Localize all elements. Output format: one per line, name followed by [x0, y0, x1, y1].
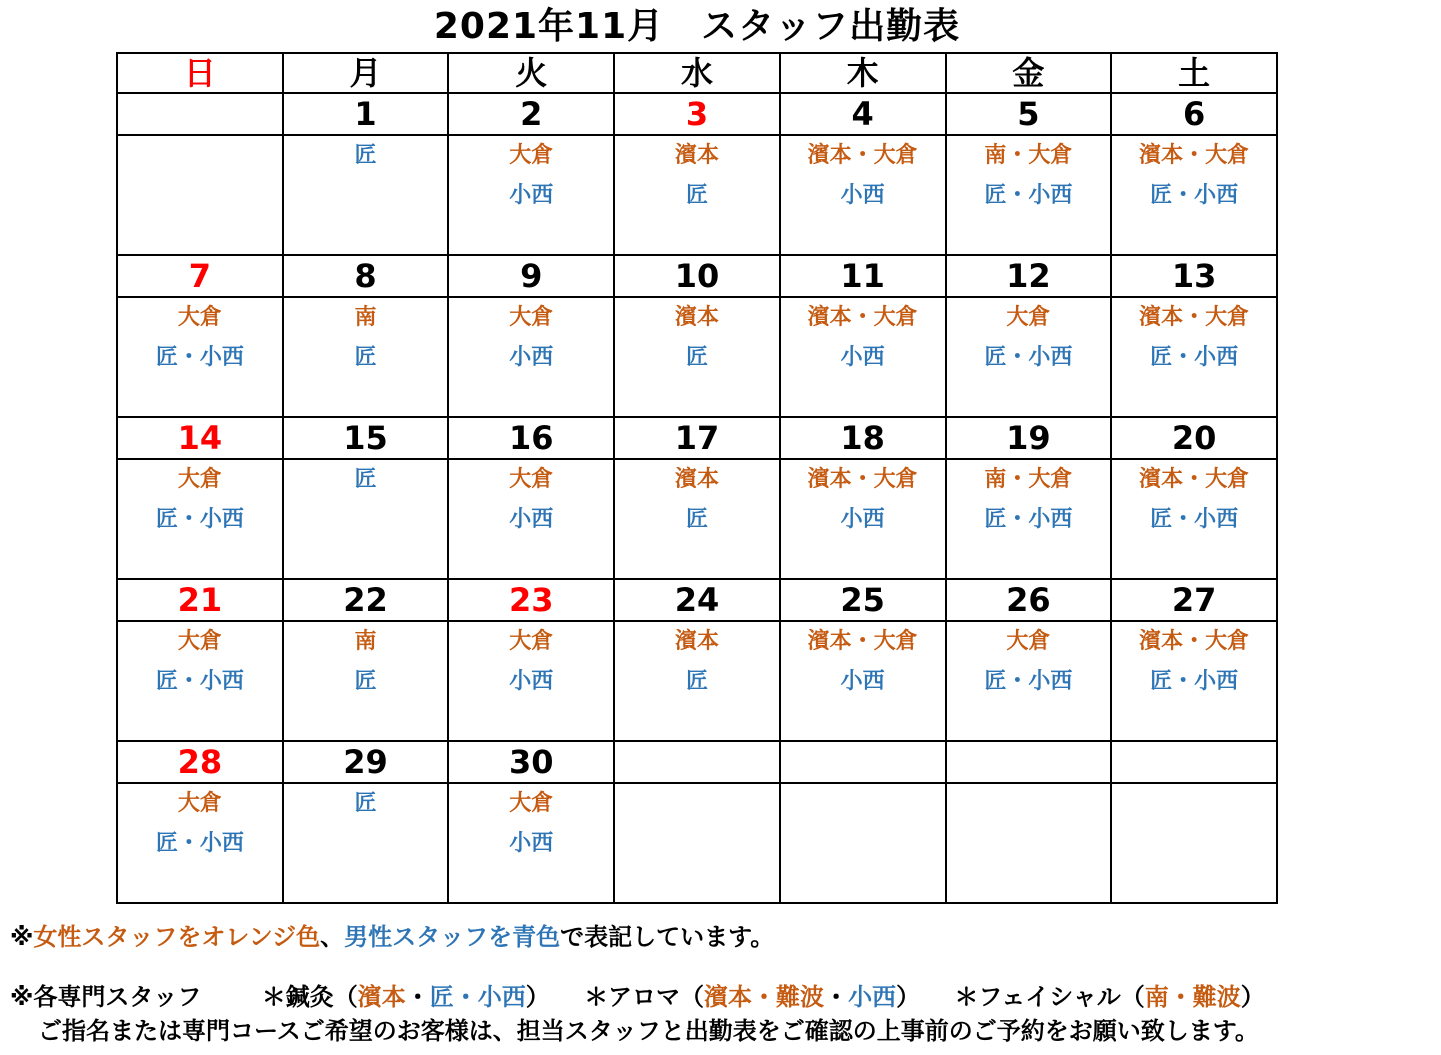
day-staff-cell: [946, 459, 1112, 579]
weekday-header: 土: [1111, 53, 1277, 93]
day-staff-cell: [1111, 621, 1277, 741]
legend-suffix: で表記しています。: [560, 923, 775, 951]
day-staff-cell: [780, 459, 946, 579]
day-staff-cell: [614, 459, 780, 579]
day-staff-cell: [780, 783, 946, 903]
day-staff-cell: [614, 297, 780, 417]
day-number: 28: [117, 741, 283, 783]
female-staff: 南・大倉: [984, 143, 1073, 168]
day-number: 12: [946, 255, 1112, 297]
day-staff-cell: [946, 297, 1112, 417]
male-staff: 匠: [685, 669, 708, 694]
aroma-dot: ・: [824, 983, 849, 1011]
female-staff: 大倉: [177, 791, 222, 816]
day-staff-cell: [283, 459, 449, 579]
day-number: 16: [448, 417, 614, 459]
day-staff-cell: [117, 459, 283, 579]
female-staff: 大倉: [509, 305, 554, 330]
weekday-header: 木: [780, 53, 946, 93]
legend-separator: 、: [320, 923, 345, 951]
day-staff-cell: [448, 621, 614, 741]
male-staff: 匠・小西: [155, 669, 244, 694]
staff-row: [117, 135, 1277, 255]
day-staff-cell: [448, 297, 614, 417]
day-number: 3: [614, 93, 780, 135]
male-legend: 男性スタッフを青色: [344, 923, 561, 951]
day-number: 5: [946, 93, 1112, 135]
female-staff: 濱本: [674, 143, 719, 168]
staff-row: [117, 621, 1277, 741]
day-staff-cell: [117, 783, 283, 903]
acupuncture-staff-female: 濱本: [357, 983, 406, 1011]
date-row: [117, 741, 1277, 783]
male-staff: 小西: [840, 507, 885, 532]
day-number: [117, 93, 283, 135]
day-staff-cell: [1111, 297, 1277, 417]
day-number: 2: [448, 93, 614, 135]
female-staff: 濱本: [674, 305, 719, 330]
female-staff: 大倉: [177, 467, 222, 492]
female-staff: 大倉: [509, 629, 554, 654]
male-staff: 匠・小西: [155, 831, 244, 856]
facial-staff-female: 南・難波: [1144, 983, 1241, 1011]
specialist-note: [10, 980, 1265, 1014]
male-staff: 小西: [509, 669, 554, 694]
male-staff: 匠・小西: [155, 507, 244, 532]
female-staff: 濱本・大倉: [1139, 467, 1250, 492]
male-staff: 匠・小西: [1150, 507, 1239, 532]
male-staff: 匠: [685, 507, 708, 532]
day-number: 30: [448, 741, 614, 783]
male-staff: 匠: [685, 345, 708, 370]
day-staff-cell: [448, 783, 614, 903]
facial-close: ）: [1240, 983, 1265, 1011]
day-staff-cell: [117, 297, 283, 417]
male-staff: 匠・小西: [984, 183, 1073, 208]
day-staff-cell: [1111, 783, 1277, 903]
day-number: 7: [117, 255, 283, 297]
date-row: [117, 579, 1277, 621]
day-staff-cell: [283, 297, 449, 417]
male-staff: 匠: [685, 183, 708, 208]
color-legend-note: [10, 920, 774, 954]
day-number: 11: [780, 255, 946, 297]
note-mark: ※: [10, 923, 34, 951]
day-staff-cell: [946, 135, 1112, 255]
acupuncture-close: ）: [525, 983, 550, 1011]
aroma-close: ）: [896, 983, 921, 1011]
day-number: 23: [448, 579, 614, 621]
female-staff: 濱本・大倉: [807, 143, 918, 168]
male-staff: 匠・小西: [984, 669, 1073, 694]
day-number: 14: [117, 417, 283, 459]
day-number: 1: [283, 93, 449, 135]
day-number: 24: [614, 579, 780, 621]
day-staff-cell: [117, 135, 283, 255]
female-staff: 大倉: [509, 791, 554, 816]
male-staff: 匠・小西: [155, 345, 244, 370]
female-staff: 濱本: [674, 467, 719, 492]
male-staff: 匠・小西: [1150, 669, 1239, 694]
female-staff: 大倉: [1006, 305, 1051, 330]
weekday-header: 月: [283, 53, 449, 93]
day-number: 26: [946, 579, 1112, 621]
reservation-note: ご指名または専門コースご希望のお客様は、担当スタッフと出勤表をご確認の上事前のご予約をお願い致します。: [38, 1017, 1259, 1045]
female-staff: 濱本・大倉: [1139, 305, 1250, 330]
weekday-header: 火: [448, 53, 614, 93]
day-staff-cell: [117, 621, 283, 741]
day-number: 13: [1111, 255, 1277, 297]
day-number: 10: [614, 255, 780, 297]
day-number: 21: [117, 579, 283, 621]
date-row: [117, 255, 1277, 297]
female-staff: 大倉: [177, 305, 222, 330]
female-staff: 大倉: [1006, 629, 1051, 654]
male-staff: 匠: [354, 669, 377, 694]
female-staff: 大倉: [177, 629, 222, 654]
day-number: 6: [1111, 93, 1277, 135]
male-staff: 小西: [840, 345, 885, 370]
aroma-staff-female: 濱本・難波: [704, 983, 825, 1011]
male-staff: 小西: [509, 831, 554, 856]
male-staff: 小西: [509, 507, 554, 532]
male-staff: 小西: [840, 669, 885, 694]
date-row: [117, 417, 1277, 459]
male-staff: 小西: [840, 183, 885, 208]
female-staff: 濱本・大倉: [1139, 629, 1250, 654]
day-staff-cell: [614, 135, 780, 255]
male-staff: 匠: [354, 345, 377, 370]
day-number: 18: [780, 417, 946, 459]
female-staff: 南・大倉: [984, 467, 1073, 492]
day-staff-cell: [780, 621, 946, 741]
aroma-staff-male: 小西: [848, 983, 897, 1011]
day-number: 9: [448, 255, 614, 297]
day-staff-cell: [946, 783, 1112, 903]
day-number: [1111, 741, 1277, 783]
male-staff: 小西: [509, 183, 554, 208]
day-number: 29: [283, 741, 449, 783]
staff-calendar: [116, 52, 1278, 904]
male-staff: 匠: [354, 467, 377, 492]
female-staff: 濱本・大倉: [1139, 143, 1250, 168]
aroma-label: ＊アロマ（: [584, 983, 705, 1011]
male-staff: 匠: [354, 143, 377, 168]
male-staff: 匠・小西: [984, 507, 1073, 532]
acupuncture-label: ＊鍼灸（: [261, 983, 358, 1011]
male-staff: 小西: [509, 345, 554, 370]
day-staff-cell: [1111, 135, 1277, 255]
staff-row: [117, 459, 1277, 579]
female-staff: 濱本・大倉: [807, 467, 918, 492]
acupuncture-dot: ・: [405, 983, 430, 1011]
day-number: [614, 741, 780, 783]
day-staff-cell: [283, 135, 449, 255]
specialist-label: ※各専門スタッフ: [10, 983, 202, 1011]
day-number: 17: [614, 417, 780, 459]
male-staff: 匠: [354, 791, 377, 816]
day-staff-cell: [283, 783, 449, 903]
weekday-header: 水: [614, 53, 780, 93]
day-number: 8: [283, 255, 449, 297]
day-staff-cell: [1111, 459, 1277, 579]
day-staff-cell: [780, 135, 946, 255]
day-staff-cell: [946, 621, 1112, 741]
day-number: 25: [780, 579, 946, 621]
day-number: [946, 741, 1112, 783]
weekday-header: 金: [946, 53, 1112, 93]
page-title: 2021年11月 スタッフ出勤表: [433, 6, 961, 47]
staff-row: [117, 297, 1277, 417]
day-staff-cell: [283, 621, 449, 741]
day-number: 15: [283, 417, 449, 459]
weekday-header-row: [117, 53, 1277, 93]
female-staff: 大倉: [509, 143, 554, 168]
female-staff: 濱本: [674, 629, 719, 654]
male-staff: 匠・小西: [984, 345, 1073, 370]
day-staff-cell: [614, 783, 780, 903]
female-staff: 南: [354, 305, 377, 330]
female-staff: 大倉: [509, 467, 554, 492]
day-number: [780, 741, 946, 783]
day-staff-cell: [780, 297, 946, 417]
weekday-header: 日: [117, 53, 283, 93]
day-staff-cell: [614, 621, 780, 741]
facial-label: ＊フェイシャル（: [954, 983, 1145, 1011]
day-number: 4: [780, 93, 946, 135]
female-staff: 濱本・大倉: [807, 305, 918, 330]
female-staff: 南: [354, 629, 377, 654]
date-row: [117, 93, 1277, 135]
day-number: 20: [1111, 417, 1277, 459]
acupuncture-staff-male: 匠・小西: [429, 983, 526, 1011]
day-staff-cell: [448, 135, 614, 255]
day-staff-cell: [448, 459, 614, 579]
female-staff: 濱本・大倉: [807, 629, 918, 654]
day-number: 27: [1111, 579, 1277, 621]
male-staff: 匠・小西: [1150, 345, 1239, 370]
male-staff: 匠・小西: [1150, 183, 1239, 208]
calendar-body: [117, 93, 1277, 903]
staff-row: [117, 783, 1277, 903]
day-number: 22: [283, 579, 449, 621]
female-legend: 女性スタッフをオレンジ色: [33, 923, 321, 951]
day-number: 19: [946, 417, 1112, 459]
